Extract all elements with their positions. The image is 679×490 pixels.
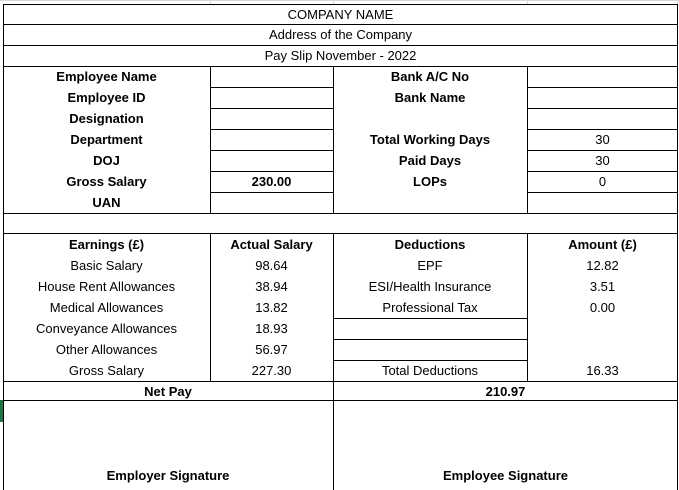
bank-name-label: Bank Name — [394, 90, 466, 105]
active-cell-indicator[interactable] — [0, 400, 3, 422]
company-address: Address of the Company — [268, 27, 413, 42]
employee-id-label: Employee ID — [67, 90, 146, 105]
employer-signature-label: Employer Signature — [106, 468, 230, 483]
company-name: COMPANY NAME — [287, 7, 394, 22]
earning-label: Medical Allowances — [49, 300, 164, 315]
earning-label: Basic Salary — [70, 258, 143, 273]
deductions-header: Deductions — [394, 237, 466, 252]
deduction-value: 0.00 — [589, 300, 616, 315]
earning-label: Other Allowances — [55, 342, 158, 357]
earning-label: Gross Salary — [68, 363, 145, 378]
total-deductions-label: Total Deductions — [381, 363, 479, 378]
total-working-days-label: Total Working Days — [369, 132, 491, 147]
lops-label: LOPs — [413, 174, 447, 189]
gross-salary-value: 230.00 — [251, 174, 292, 189]
department-label: Department — [70, 132, 143, 147]
net-pay-value: 210.97 — [485, 384, 526, 399]
designation-label: Designation — [69, 111, 144, 126]
doj-label: DOJ — [93, 153, 120, 168]
employee-signature-label: Employee Signature — [443, 468, 568, 483]
earning-value: 13.82 — [255, 300, 288, 315]
total-working-days-value: 30 — [595, 132, 610, 147]
net-pay-label: Net Pay — [144, 384, 192, 399]
earning-value: 38.94 — [255, 279, 288, 294]
uan-label: UAN — [92, 195, 121, 210]
deduction-value: 12.82 — [586, 258, 619, 273]
deduction-label: ESI/Health Insurance — [368, 279, 492, 294]
bank-ac-no-label: Bank A/C No — [390, 69, 470, 84]
gross-salary-label: Gross Salary — [66, 174, 147, 189]
deduction-amount-header: Amount (£) — [568, 237, 637, 252]
earning-value: 98.64 — [255, 258, 288, 273]
deduction-label: Professional Tax — [382, 300, 478, 315]
employee-name-label: Employee Name — [56, 69, 157, 84]
paid-days-label: Paid Days — [398, 153, 462, 168]
earnings-header: Earnings (£) — [68, 237, 145, 252]
earning-label: Conveyance Allowances — [36, 321, 177, 336]
earning-label: House Rent Allowances — [37, 279, 176, 294]
earning-value: 18.93 — [255, 321, 288, 336]
deduction-label: EPF — [417, 258, 443, 273]
earning-value: 227.30 — [251, 363, 292, 378]
paid-days-value: 30 — [595, 153, 610, 168]
actual-salary-header: Actual Salary — [230, 237, 313, 252]
deduction-value: 3.51 — [589, 279, 616, 294]
pay-slip-title: Pay Slip November - 2022 — [264, 48, 417, 63]
lops-value: 0 — [598, 174, 607, 189]
earning-value: 56.97 — [255, 342, 288, 357]
total-deductions-value: 16.33 — [586, 363, 619, 378]
